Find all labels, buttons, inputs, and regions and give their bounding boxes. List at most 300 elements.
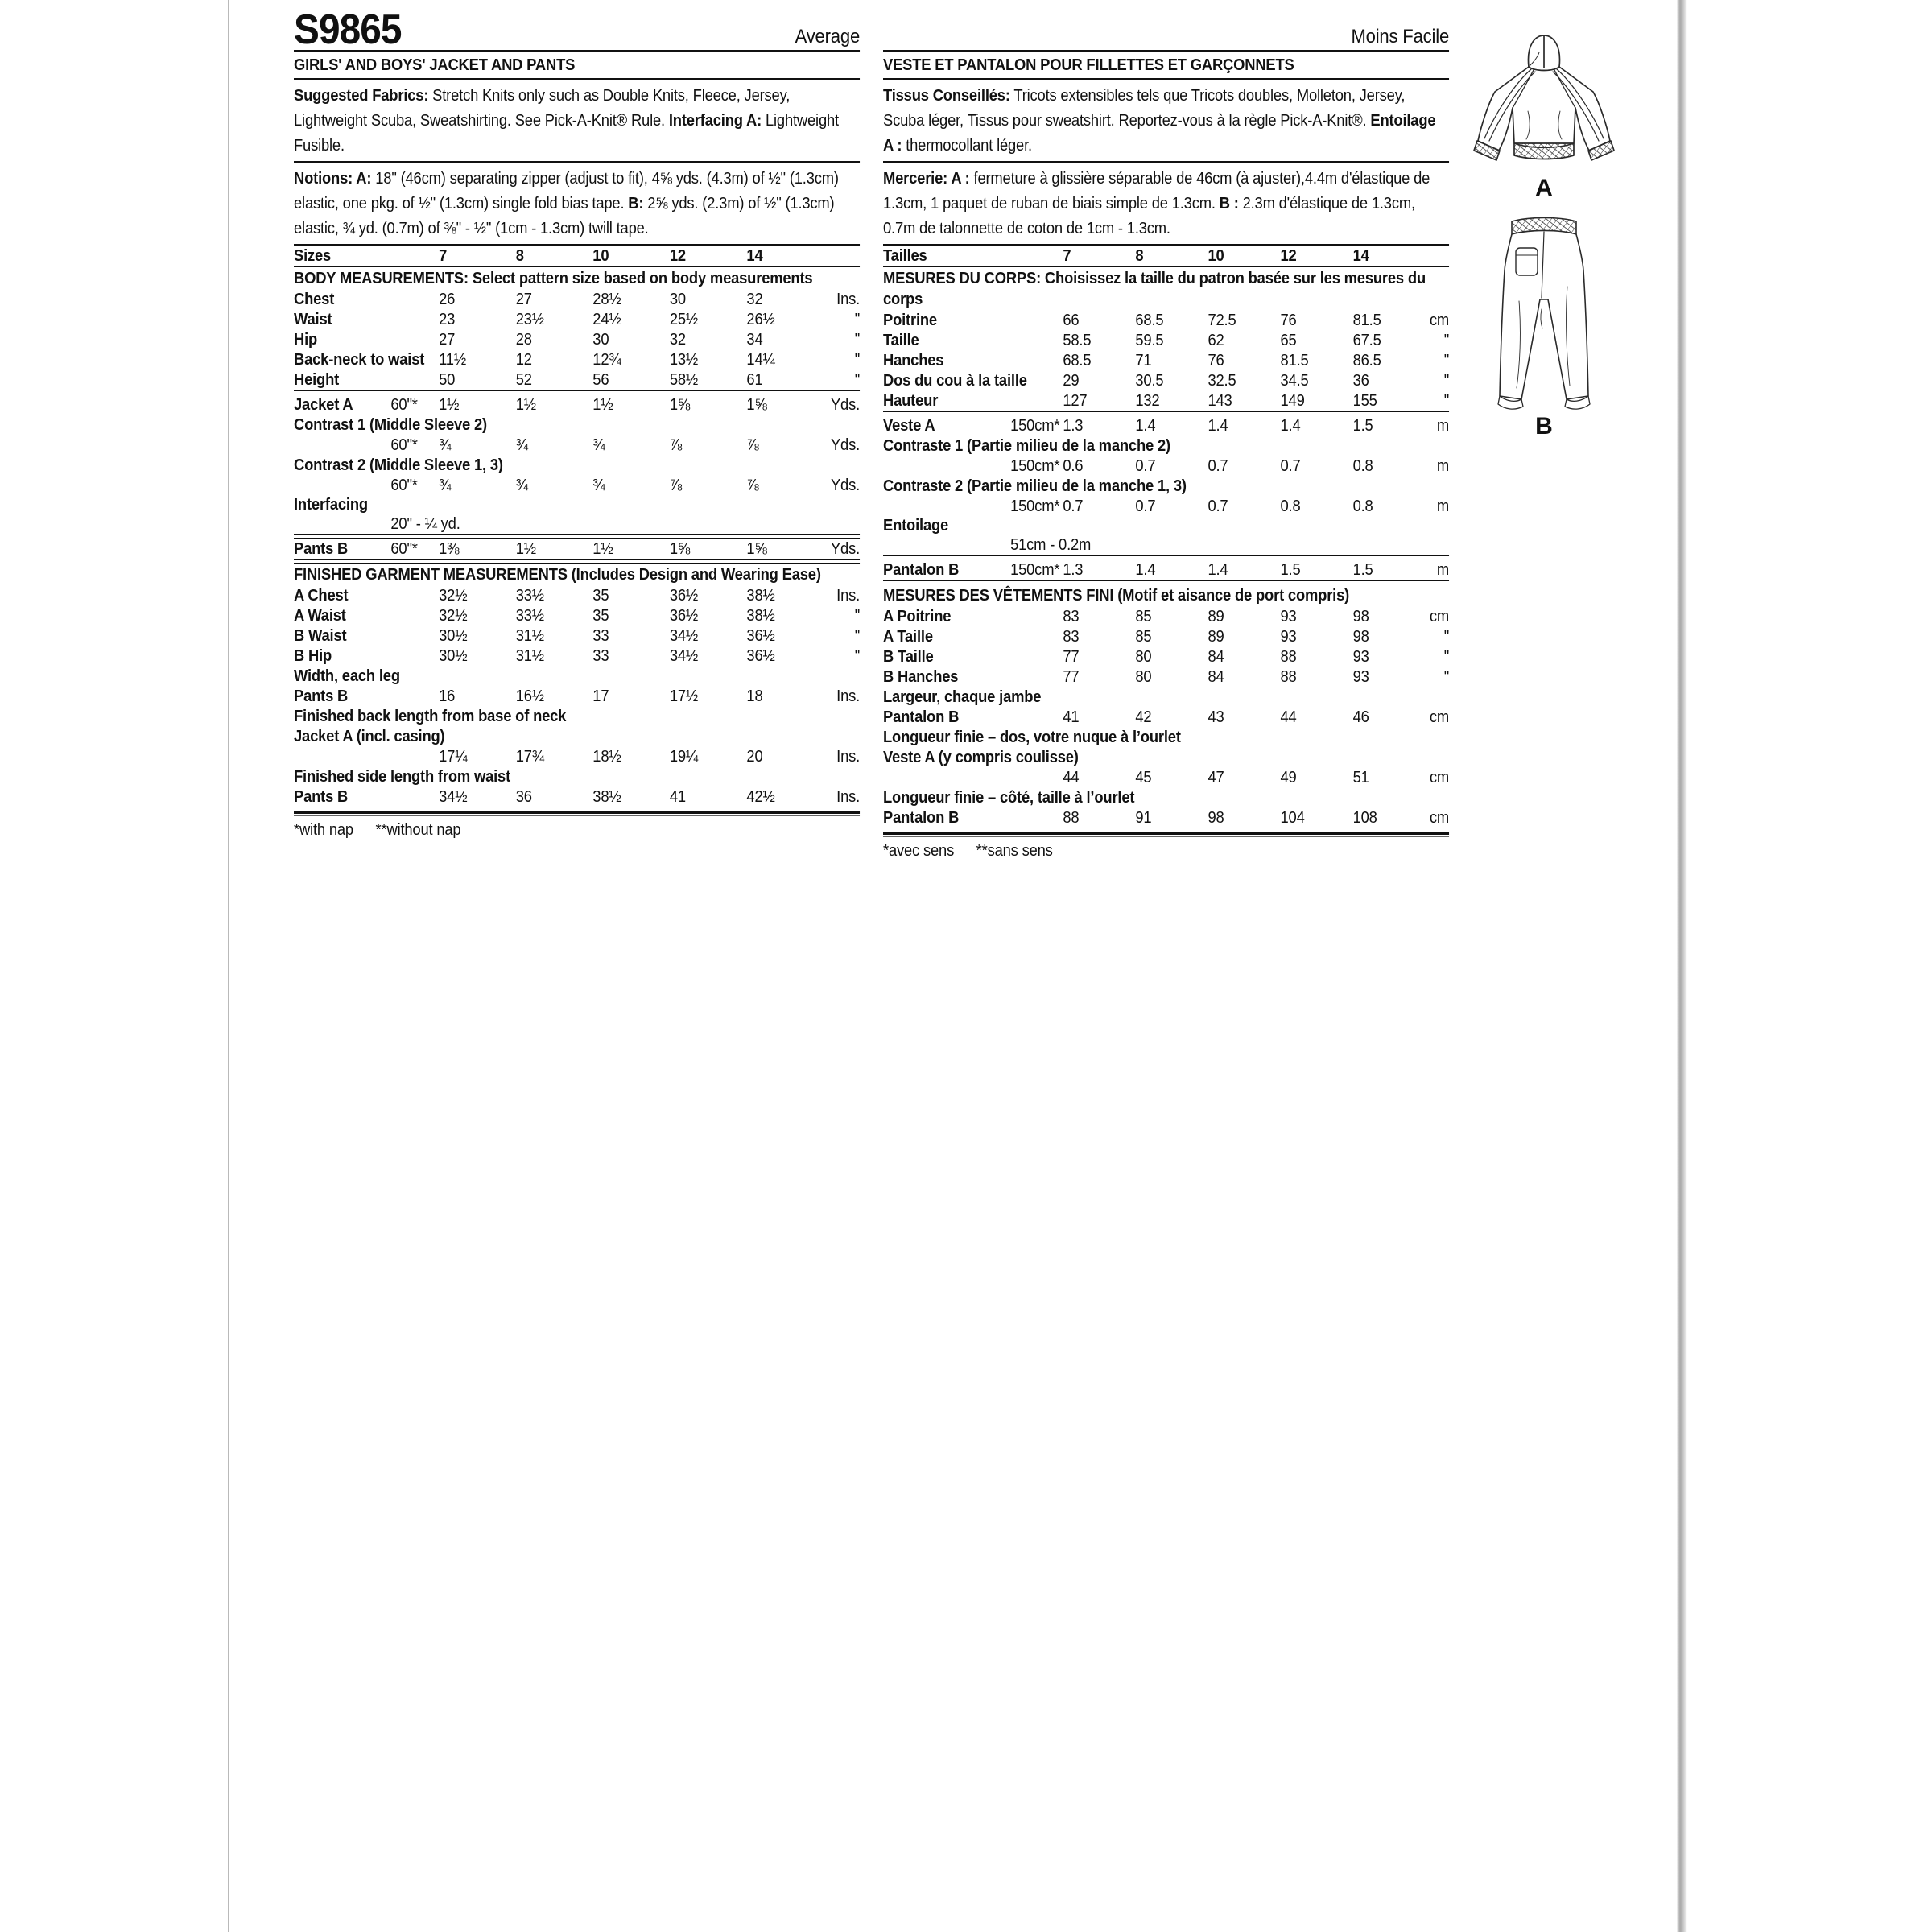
row-value: 1⅝ bbox=[746, 540, 767, 558]
table-row bbox=[294, 786, 860, 807]
table-row bbox=[294, 625, 860, 646]
row-value: 8 bbox=[1135, 247, 1144, 265]
row-value: 76 bbox=[1280, 312, 1297, 329]
row-value: 41 bbox=[669, 788, 686, 806]
french-header bbox=[883, 8, 1449, 52]
row-value: 0.7 bbox=[1063, 497, 1084, 515]
row-value: 0.7 bbox=[1135, 497, 1156, 515]
row-unit: " bbox=[854, 371, 861, 389]
row-unit: Yds. bbox=[830, 436, 861, 454]
row-value: ¾ bbox=[592, 477, 605, 494]
row-value: 33½ bbox=[515, 587, 544, 605]
table-row bbox=[883, 496, 1449, 516]
row-value: 13½ bbox=[669, 351, 699, 369]
row-value: 62 bbox=[1208, 332, 1224, 349]
row-value: 59.5 bbox=[1135, 332, 1164, 349]
row-label: Hauteur bbox=[883, 392, 939, 410]
table-row bbox=[883, 436, 1449, 456]
row-value: 93 bbox=[1352, 668, 1369, 686]
page-left-border bbox=[228, 0, 229, 1932]
row-unit: m bbox=[1436, 417, 1450, 435]
row-value: 93 bbox=[1352, 648, 1369, 666]
view-a-label: A bbox=[1535, 175, 1553, 201]
row-value: 30 bbox=[592, 331, 609, 349]
row-label: A Taille bbox=[883, 628, 933, 646]
row-unit: cm bbox=[1429, 608, 1450, 625]
row-value: 35 bbox=[592, 587, 609, 605]
row-unit: " bbox=[1443, 648, 1450, 666]
row-note: 51cm - 0.2m bbox=[1010, 536, 1092, 554]
row-value: 30 bbox=[669, 291, 686, 308]
table-row bbox=[294, 746, 860, 766]
row-value: 17½ bbox=[669, 687, 699, 705]
row-value: 8 bbox=[515, 247, 524, 265]
row-value: 42½ bbox=[746, 788, 775, 806]
row-value: 1⅝ bbox=[669, 540, 691, 558]
row-unit: " bbox=[854, 607, 861, 625]
row-label: B Taille bbox=[883, 648, 934, 666]
row-value: 1.4 bbox=[1135, 417, 1156, 435]
fabric-width: 150cm* bbox=[1010, 561, 1060, 579]
table-row bbox=[294, 646, 860, 666]
row-label: B Hanches bbox=[883, 668, 959, 686]
row-value: ¾ bbox=[515, 436, 528, 454]
table-row bbox=[294, 495, 860, 534]
row-value: 132 bbox=[1135, 392, 1160, 410]
body-measurements-title-en: BODY MEASUREMENTS: Select pattern size based on body measurements bbox=[294, 270, 813, 287]
row-label: Contraste 2 (Partie milieu de la manche 1, 3) bbox=[883, 477, 1187, 495]
row-label: Tailles bbox=[883, 247, 927, 265]
row-unit: cm bbox=[1429, 809, 1450, 827]
row-unit: " bbox=[1443, 628, 1450, 646]
row-value: 27 bbox=[439, 331, 456, 349]
finished-measurements-title-fr: MESURES DES VÊTEMENTS FINI (Motif et aisance de port compris) bbox=[883, 587, 1350, 605]
garment-line-drawings bbox=[1463, 31, 1624, 440]
row-label: Veste A bbox=[883, 417, 935, 435]
row-value: 0.7 bbox=[1135, 457, 1156, 475]
row-label: Back-neck to waist bbox=[294, 351, 425, 369]
row-value: 84 bbox=[1208, 648, 1224, 666]
table-row bbox=[883, 310, 1449, 330]
suggested-fabrics-en: Suggested Fabrics: Stretch Knits only such as Double Knits, Fleece, Jersey, Lightweight Scuba, Sweatshirting. See Pick-A-Knit® Rule. Interfacing A: Lightweight Fusible. bbox=[294, 87, 839, 155]
pants-back-illustration bbox=[1495, 213, 1593, 414]
table-row bbox=[883, 667, 1449, 687]
row-value: 7 bbox=[439, 247, 448, 265]
row-value: 23½ bbox=[515, 311, 544, 328]
view-b-label: B bbox=[1535, 413, 1553, 440]
row-value: 44 bbox=[1280, 708, 1297, 726]
row-value: ¾ bbox=[439, 436, 452, 454]
body-measurements-table-fr bbox=[883, 310, 1449, 411]
row-label: Longueur finie – dos, votre nuque à l’ourlet bbox=[883, 729, 1181, 746]
row-value: 26 bbox=[439, 291, 456, 308]
row-value: 89 bbox=[1208, 608, 1224, 625]
garment-title-en: GIRLS' AND BOYS' JACKET AND PANTS bbox=[294, 52, 860, 80]
row-value: 17¼ bbox=[439, 748, 468, 766]
row-value: 1⅝ bbox=[746, 396, 767, 414]
row-value: 58½ bbox=[669, 371, 699, 389]
row-value: 68.5 bbox=[1135, 312, 1164, 329]
row-value: 33 bbox=[592, 647, 609, 665]
row-value: 1½ bbox=[439, 396, 460, 414]
table-row bbox=[883, 516, 1449, 555]
row-label: Pants B bbox=[294, 540, 349, 558]
row-value: 1½ bbox=[515, 540, 536, 558]
row-label: Finished side length from waist bbox=[294, 768, 511, 786]
table-row bbox=[294, 415, 860, 435]
pants-yardage-table-en bbox=[294, 539, 860, 559]
footnotes-en bbox=[294, 816, 860, 842]
row-value: 36 bbox=[515, 788, 532, 806]
table-row bbox=[883, 626, 1449, 646]
row-value: 32 bbox=[746, 291, 763, 308]
row-value: 127 bbox=[1063, 392, 1088, 410]
row-value: 81.5 bbox=[1280, 352, 1309, 369]
row-value: 1½ bbox=[592, 540, 613, 558]
suggested-fabrics-fr: Tissus Conseillés: Tricots extensibles tels que Tricots doubles, Molleton, Jersey, Scuba léger, Tissus pour sweatshirt. Reportez-vous à la règle Pick-A-Knit®. Entoilage A : thermocollant léger. bbox=[883, 87, 1436, 155]
size-header-row bbox=[883, 246, 1449, 266]
table-row bbox=[883, 390, 1449, 411]
row-value: 91 bbox=[1135, 809, 1152, 827]
row-value: 41 bbox=[1063, 708, 1080, 726]
row-value: 1⅜ bbox=[439, 540, 460, 558]
row-value: 28 bbox=[515, 331, 532, 349]
row-value: 1.5 bbox=[1352, 417, 1373, 435]
row-unit: Ins. bbox=[836, 748, 861, 766]
row-value: 83 bbox=[1063, 628, 1080, 646]
row-value: 1.4 bbox=[1208, 561, 1228, 579]
row-label: Hip bbox=[294, 331, 318, 349]
row-label: B Hip bbox=[294, 647, 332, 665]
row-label: A Poitrine bbox=[883, 608, 952, 625]
row-value: 1.4 bbox=[1280, 417, 1301, 435]
row-label: Jacket A (incl. casing) bbox=[294, 728, 445, 745]
row-label: Width, each leg bbox=[294, 667, 400, 685]
table-row bbox=[294, 726, 860, 746]
row-value: 52 bbox=[515, 371, 532, 389]
table-row bbox=[294, 329, 860, 349]
row-value: 76 bbox=[1208, 352, 1224, 369]
fabric-width: 60"* bbox=[390, 477, 418, 494]
row-unit: cm bbox=[1429, 708, 1450, 726]
row-value: 77 bbox=[1063, 668, 1080, 686]
table-row bbox=[883, 707, 1449, 727]
row-value: 12 bbox=[669, 247, 686, 265]
row-value: 12 bbox=[1280, 247, 1297, 265]
row-value: 86.5 bbox=[1352, 352, 1381, 369]
table-row bbox=[883, 727, 1449, 747]
row-value: 1⅝ bbox=[669, 396, 691, 414]
row-unit: Yds. bbox=[830, 540, 861, 558]
row-value: 30½ bbox=[439, 627, 468, 645]
row-unit: " bbox=[1443, 332, 1450, 349]
fabric-width: 150cm* bbox=[1010, 417, 1060, 435]
table-row bbox=[883, 476, 1449, 496]
fabric-width: 60"* bbox=[390, 540, 418, 558]
table-row bbox=[294, 394, 860, 415]
table-row bbox=[883, 370, 1449, 390]
row-value: 17¾ bbox=[515, 748, 544, 766]
row-value: 98 bbox=[1352, 628, 1369, 646]
notions-fr: Mercerie: A : fermeture à glissière séparable de 46cm (à ajuster),4.4m d'élastique de 1.3cm, 1 paquet de ruban de biais simple de 1.3cm. B : 2.3m d'élastique de 1.3cm, 0.7m de talonnette de coton de 1cm - 1.3cm. bbox=[883, 170, 1430, 237]
footnote-with-nap: *with nap bbox=[294, 821, 353, 839]
jacket-a-line-drawing bbox=[1470, 31, 1618, 201]
row-label: Interfacing bbox=[294, 496, 368, 514]
table-row bbox=[883, 330, 1449, 350]
row-value: 0.8 bbox=[1352, 457, 1373, 475]
table-row bbox=[883, 767, 1449, 787]
row-value: 80 bbox=[1135, 668, 1152, 686]
table-row bbox=[883, 606, 1449, 626]
row-value: 50 bbox=[439, 371, 456, 389]
table-row bbox=[883, 559, 1449, 580]
table-row bbox=[294, 369, 860, 390]
row-unit: " bbox=[1443, 352, 1450, 369]
fabric-width: 60"* bbox=[390, 436, 418, 454]
sizes-header-table-fr bbox=[883, 246, 1449, 266]
row-value: 155 bbox=[1352, 392, 1377, 410]
row-value: 34½ bbox=[669, 647, 699, 665]
row-unit: cm bbox=[1429, 312, 1450, 329]
row-value: 32½ bbox=[439, 587, 468, 605]
pants-b-line-drawing bbox=[1495, 213, 1593, 440]
table-row bbox=[294, 289, 860, 309]
row-value: 36 bbox=[1352, 372, 1369, 390]
row-value: 77 bbox=[1063, 648, 1080, 666]
row-value: 43 bbox=[1208, 708, 1224, 726]
table-row bbox=[294, 585, 860, 605]
row-value: 16½ bbox=[515, 687, 544, 705]
row-unit: Ins. bbox=[836, 291, 861, 308]
row-value: 88 bbox=[1063, 809, 1080, 827]
yardage-table-fr bbox=[883, 415, 1449, 555]
row-unit: " bbox=[1443, 668, 1450, 686]
row-value: ¾ bbox=[515, 477, 528, 494]
row-unit: Ins. bbox=[836, 587, 861, 605]
row-value: 1.3 bbox=[1063, 417, 1084, 435]
row-value: 88 bbox=[1280, 648, 1297, 666]
row-label: Sizes bbox=[294, 247, 332, 265]
row-value: 1½ bbox=[592, 396, 613, 414]
row-value: 72.5 bbox=[1208, 312, 1236, 329]
table-row bbox=[294, 435, 860, 455]
row-value: 10 bbox=[592, 247, 609, 265]
row-value: 1½ bbox=[515, 396, 536, 414]
row-value: 83 bbox=[1063, 608, 1080, 625]
row-value: 12¾ bbox=[592, 351, 621, 369]
row-unit: Ins. bbox=[836, 788, 861, 806]
table-row bbox=[294, 455, 860, 475]
row-value: 51 bbox=[1352, 769, 1369, 786]
row-value: 93 bbox=[1280, 628, 1297, 646]
row-label: Longueur finie – côté, taille à l’ourlet bbox=[883, 789, 1135, 807]
row-label: Veste A (y compris coulisse) bbox=[883, 749, 1079, 766]
footnote-sans-sens: **sans sens bbox=[976, 842, 1053, 860]
row-value: 32½ bbox=[439, 607, 468, 625]
row-value: 0.7 bbox=[1280, 457, 1301, 475]
finished-measurements-table-en bbox=[294, 585, 860, 807]
row-value: 26½ bbox=[746, 311, 775, 328]
table-row bbox=[883, 456, 1449, 476]
row-value: 17 bbox=[592, 687, 609, 705]
row-label: Pants B bbox=[294, 687, 349, 705]
table-row bbox=[294, 475, 860, 495]
row-unit: Ins. bbox=[836, 687, 861, 705]
table-row bbox=[294, 766, 860, 786]
row-value: 0.7 bbox=[1208, 497, 1228, 515]
fabric-width: 60"* bbox=[390, 396, 418, 414]
row-value: ⅞ bbox=[669, 477, 683, 494]
row-unit: " bbox=[1443, 372, 1450, 390]
row-value: 14 bbox=[746, 247, 763, 265]
row-value: 67.5 bbox=[1352, 332, 1381, 349]
row-label: Dos du cou à la taille bbox=[883, 372, 1027, 390]
row-value: 108 bbox=[1352, 809, 1377, 827]
row-label: Pantalon B bbox=[883, 561, 960, 579]
table-row bbox=[294, 539, 860, 559]
finished-measurements-title-en: FINISHED GARMENT MEASUREMENTS (Includes Design and Wearing Ease) bbox=[294, 566, 821, 584]
row-label: Largeur, chaque jambe bbox=[883, 688, 1042, 706]
footnote-avec-sens: *avec sens bbox=[883, 842, 955, 860]
row-value: ⅞ bbox=[746, 436, 759, 454]
row-label: Pantalon B bbox=[883, 809, 960, 827]
row-value: 33½ bbox=[515, 607, 544, 625]
row-value: 34 bbox=[746, 331, 763, 349]
row-value: 89 bbox=[1208, 628, 1224, 646]
row-value: 1.5 bbox=[1280, 561, 1301, 579]
row-value: 30½ bbox=[439, 647, 468, 665]
row-unit: " bbox=[854, 647, 861, 665]
row-value: 16 bbox=[439, 687, 456, 705]
row-value: ⅞ bbox=[746, 477, 759, 494]
row-value: 27 bbox=[515, 291, 532, 308]
row-note: 20" - ¼ yd. bbox=[390, 515, 460, 533]
row-value: 35 bbox=[592, 607, 609, 625]
row-value: 38½ bbox=[746, 607, 775, 625]
row-value: 10 bbox=[1208, 247, 1224, 265]
row-value: 31½ bbox=[515, 647, 544, 665]
row-value: 33 bbox=[592, 627, 609, 645]
row-value: 7 bbox=[1063, 247, 1071, 265]
table-row bbox=[883, 415, 1449, 436]
table-row bbox=[883, 787, 1449, 807]
table-row bbox=[294, 309, 860, 329]
row-label: Pantalon B bbox=[883, 708, 960, 726]
row-value: 1.5 bbox=[1352, 561, 1373, 579]
row-unit: " bbox=[854, 311, 861, 328]
english-header bbox=[294, 8, 860, 52]
row-unit: Yds. bbox=[830, 396, 861, 414]
english-column bbox=[294, 8, 860, 842]
garment-title-fr: VESTE ET PANTALON POUR FILLETTES ET GARÇONNETS bbox=[883, 52, 1449, 80]
row-value: 85 bbox=[1135, 628, 1152, 646]
row-label: Contrast 2 (Middle Sleeve 1, 3) bbox=[294, 456, 503, 474]
row-value: 32 bbox=[669, 331, 686, 349]
row-value: 28½ bbox=[592, 291, 621, 308]
row-value: 14¼ bbox=[746, 351, 775, 369]
sizes-header-table-en bbox=[294, 246, 860, 266]
row-unit: " bbox=[854, 627, 861, 645]
row-value: 47 bbox=[1208, 769, 1224, 786]
table-row bbox=[294, 349, 860, 369]
row-value: 32.5 bbox=[1208, 372, 1236, 390]
row-value: 23 bbox=[439, 311, 456, 328]
row-value: 30.5 bbox=[1135, 372, 1164, 390]
row-value: 34½ bbox=[669, 627, 699, 645]
row-value: 149 bbox=[1280, 392, 1305, 410]
row-label: Finished back length from base of neck bbox=[294, 708, 567, 725]
row-unit: cm bbox=[1429, 769, 1450, 786]
row-value: 44 bbox=[1063, 769, 1080, 786]
row-value: 98 bbox=[1208, 809, 1224, 827]
finished-measurements-table-fr bbox=[883, 606, 1449, 828]
difficulty-label-fr: Moins Facile bbox=[1351, 26, 1450, 47]
row-value: 38½ bbox=[746, 587, 775, 605]
row-value: 36½ bbox=[669, 587, 699, 605]
row-label: Hanches bbox=[883, 352, 944, 369]
row-value: 34.5 bbox=[1280, 372, 1309, 390]
row-unit: m bbox=[1436, 561, 1450, 579]
row-value: 18 bbox=[746, 687, 763, 705]
row-unit: m bbox=[1436, 497, 1450, 515]
row-value: 38½ bbox=[592, 788, 621, 806]
row-value: 88 bbox=[1280, 668, 1297, 686]
row-value: 14 bbox=[1352, 247, 1369, 265]
row-value: 45 bbox=[1135, 769, 1152, 786]
row-value: 61 bbox=[746, 371, 763, 389]
row-value: 1.4 bbox=[1208, 417, 1228, 435]
row-value: 68.5 bbox=[1063, 352, 1092, 369]
table-row bbox=[294, 686, 860, 706]
row-label: Entoilage bbox=[883, 517, 949, 535]
body-measurements-table-en bbox=[294, 289, 860, 390]
row-value: 49 bbox=[1280, 769, 1297, 786]
page-edge-shadow bbox=[1677, 0, 1687, 1932]
row-value: 58.5 bbox=[1063, 332, 1092, 349]
row-value: 46 bbox=[1352, 708, 1369, 726]
row-value: 34½ bbox=[439, 788, 468, 806]
row-value: 25½ bbox=[669, 311, 699, 328]
row-unit: Yds. bbox=[830, 477, 861, 494]
row-value: 12 bbox=[515, 351, 532, 369]
row-label: A Waist bbox=[294, 607, 346, 625]
row-label: Poitrine bbox=[883, 312, 937, 329]
row-unit: " bbox=[1443, 392, 1450, 410]
body-measurements-title-fr: MESURES DU CORPS: Choisissez la taille du patron basée sur les mesures du corps bbox=[883, 270, 1426, 308]
row-unit: " bbox=[854, 351, 861, 369]
row-label: Taille bbox=[883, 332, 919, 349]
row-label: Pants B bbox=[294, 788, 349, 806]
table-row bbox=[883, 687, 1449, 707]
table-row bbox=[883, 350, 1449, 370]
row-value: 85 bbox=[1135, 608, 1152, 625]
row-value: 66 bbox=[1063, 312, 1080, 329]
row-value: ¾ bbox=[592, 436, 605, 454]
row-value: 80 bbox=[1135, 648, 1152, 666]
pants-yardage-table-fr bbox=[883, 559, 1449, 580]
row-value: ¾ bbox=[439, 477, 452, 494]
row-value: 143 bbox=[1208, 392, 1232, 410]
row-value: 24½ bbox=[592, 311, 621, 328]
fabric-width: 150cm* bbox=[1010, 497, 1060, 515]
row-value: 1.4 bbox=[1135, 561, 1156, 579]
row-value: 19¼ bbox=[669, 748, 699, 766]
row-value: 1.3 bbox=[1063, 561, 1084, 579]
row-value: 20 bbox=[746, 748, 763, 766]
table-row bbox=[294, 666, 860, 686]
fabric-width: 150cm* bbox=[1010, 457, 1060, 475]
row-value: 65 bbox=[1280, 332, 1297, 349]
